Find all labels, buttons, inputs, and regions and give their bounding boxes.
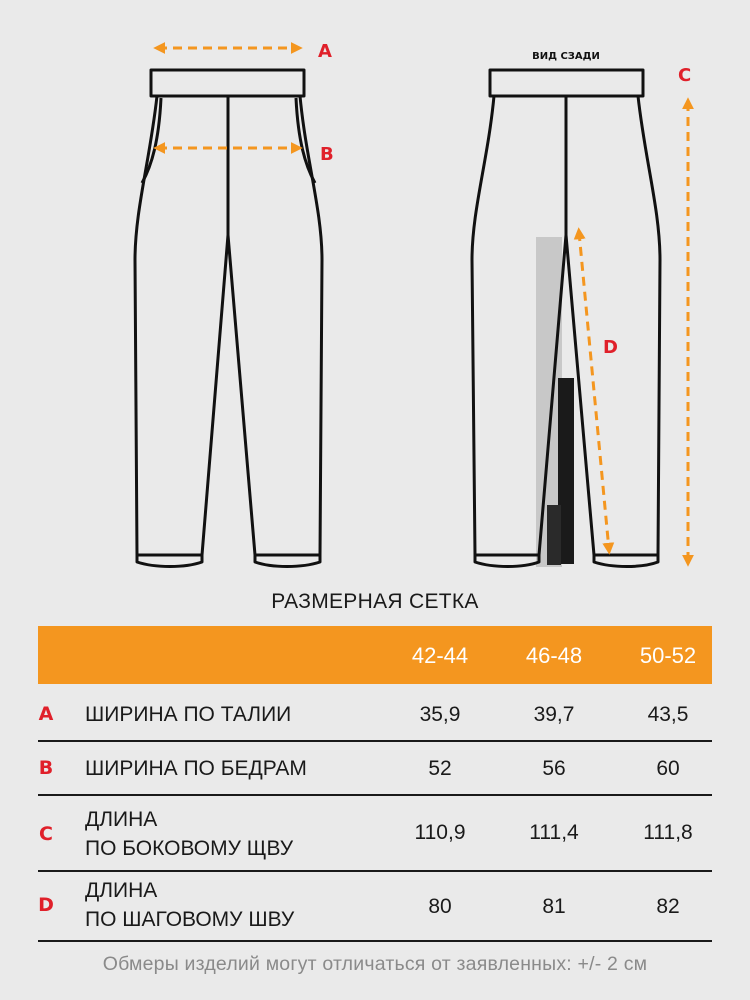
back-waistband	[490, 70, 643, 96]
back-view-pants	[472, 70, 660, 567]
row-b-value-1: 52	[428, 757, 452, 780]
right-cuff	[255, 555, 320, 567]
row-c-label: ДЛИНА ПО БОКОВОМУ ЩВУ	[85, 808, 294, 860]
row-d-letter: D	[38, 894, 54, 916]
row-b-label: ШИРИНА ПО БЕДРАМ	[85, 757, 307, 780]
left-cuff	[137, 555, 202, 567]
row-d-label: ДЛИНА ПО ШАГОВОМУ ШВУ	[85, 879, 295, 931]
row-d-value-3: 82	[656, 895, 680, 918]
row-a-label: ШИРИНА ПО ТАЛИИ	[85, 703, 292, 726]
row-a-value-3: 43,5	[647, 703, 689, 726]
row-b-letter: B	[38, 757, 54, 779]
label-d: D	[603, 337, 618, 358]
row-a-letter: A	[38, 703, 54, 725]
row-a-value-1: 35,9	[419, 703, 461, 726]
size-chart-title: РАЗМЕРНАЯ СЕТКА	[271, 590, 479, 613]
row-b-value-3: 60	[656, 757, 680, 780]
row-d-value-2: 81	[542, 895, 566, 918]
row-d-value-1: 80	[428, 895, 452, 918]
size-header-bar	[38, 626, 712, 684]
label-b: B	[320, 144, 334, 165]
size-header-1: 42-44	[411, 643, 469, 668]
front-waistband	[151, 70, 304, 96]
label-a: A	[318, 41, 332, 62]
row-divider	[38, 870, 712, 872]
row-b-value-2: 56	[542, 757, 566, 780]
back-view-label: ВИД СЗАДИ	[532, 51, 600, 62]
row-divider	[38, 794, 712, 796]
row-a-value-2: 39,7	[533, 703, 575, 726]
size-header-3: 50-52	[639, 643, 697, 668]
back-right-cuff	[594, 555, 658, 567]
row-c-letter: C	[39, 823, 53, 845]
back-left-cuff	[475, 555, 539, 567]
row-c-value-2: 111,4	[529, 821, 579, 844]
row-c-value-1: 110,9	[414, 821, 466, 844]
measurement-disclaimer: Обмеры изделий могут отличаться от заявленных: +/- 2 см	[102, 953, 648, 975]
arrow-d-inseam-length	[579, 232, 609, 550]
row-c-value-3: 111,8	[643, 821, 693, 844]
table-bottom-rule	[38, 940, 712, 942]
row-divider	[38, 740, 712, 742]
back-view-shading-dark-2	[547, 505, 561, 565]
size-header-2: 46-48	[525, 643, 583, 668]
label-c: C	[678, 65, 692, 86]
front-view-pants	[135, 70, 322, 567]
